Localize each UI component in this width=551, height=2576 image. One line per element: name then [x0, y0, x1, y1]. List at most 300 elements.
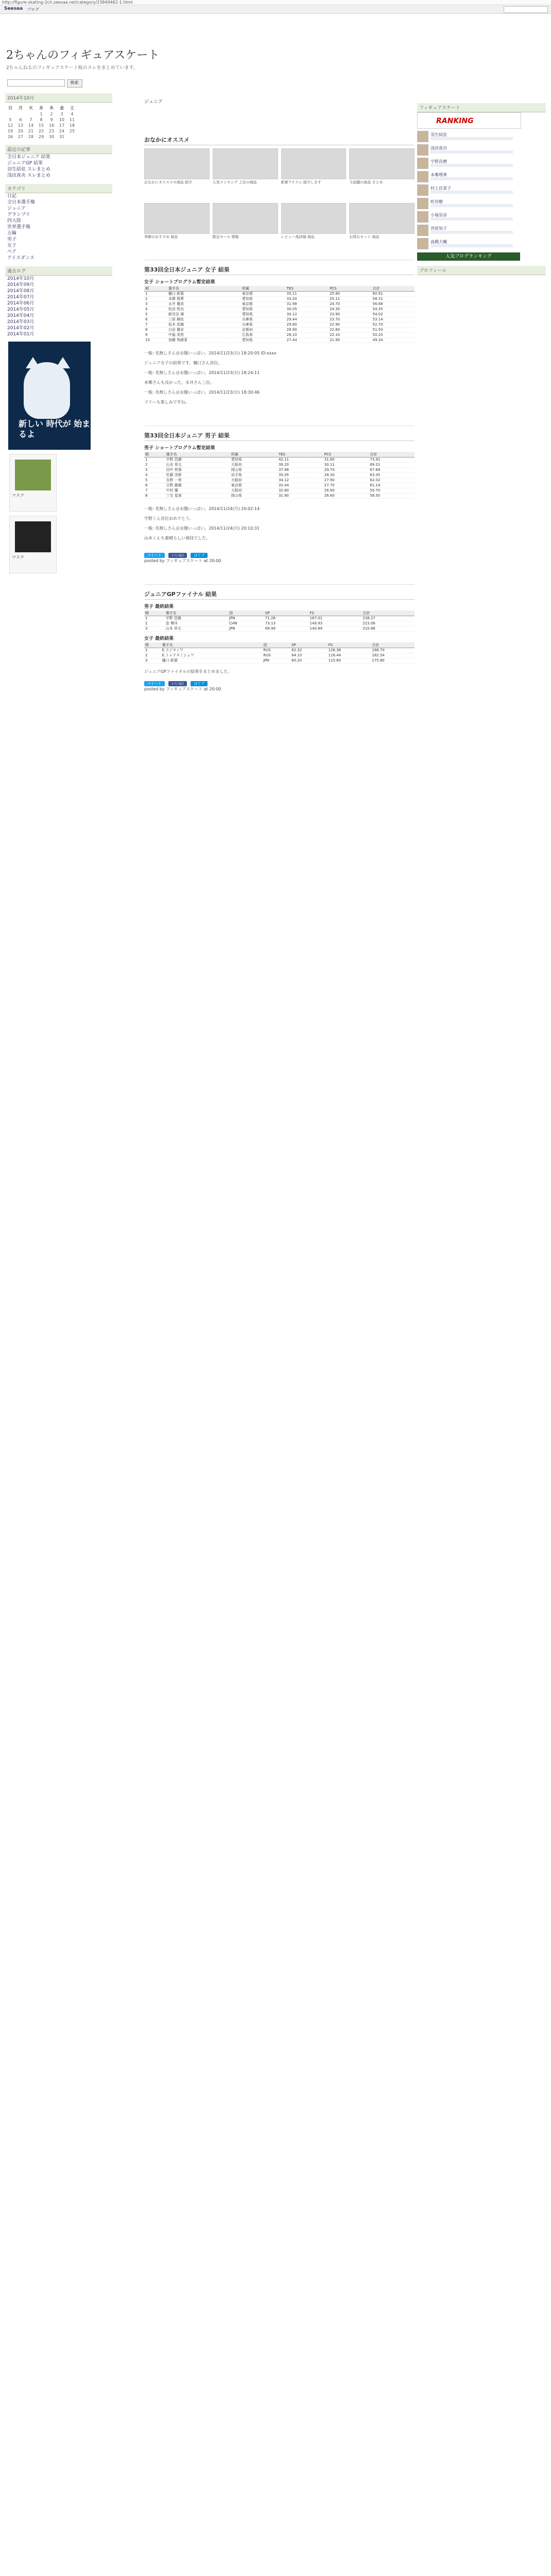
osusume-item[interactable] — [213, 203, 278, 255]
calendar-day[interactable]: 10 — [59, 117, 65, 122]
ranking-item[interactable] — [417, 158, 546, 169]
like-button[interactable]: いいね! — [168, 553, 187, 558]
table-cell: 8 — [144, 328, 167, 333]
osusume-item[interactable] — [281, 203, 347, 255]
category-link[interactable]: グランプリ — [7, 212, 30, 217]
table-cell: 49.34 — [372, 338, 415, 343]
table-cell: 新田谷 凜 — [167, 312, 241, 317]
table-row — [144, 488, 415, 494]
post-2 — [144, 431, 415, 564]
table-header: 国 — [262, 642, 290, 648]
tweet-button[interactable]: ツイート — [144, 681, 165, 686]
table-cell: 三宅 星南 — [165, 494, 230, 499]
table-cell: 7 — [144, 488, 165, 494]
post-paragraph: フリーも楽しみですね。 — [144, 400, 190, 404]
table-cell: 24.70 — [329, 302, 371, 307]
category-link[interactable]: 四大陸 — [7, 218, 22, 224]
osusume-caption: 人気ランキング 上位の商品 — [212, 180, 257, 184]
table-cell: 宇野 昌磨 — [165, 616, 228, 621]
calendar-day[interactable]: 14 — [28, 123, 34, 128]
calendar-day[interactable]: 29 — [38, 134, 44, 139]
table-row — [144, 463, 415, 468]
calendar-title: 2014年10月 — [5, 93, 112, 103]
top-links[interactable]: ブログ — [27, 7, 39, 12]
table-cell: 28.90 — [286, 328, 329, 333]
osusume-item[interactable] — [144, 148, 210, 200]
table-cell: 59.70 — [369, 488, 415, 494]
ranking-label: 村上佳菜子 — [431, 186, 451, 191]
table-row — [144, 473, 415, 478]
ranking-item[interactable] — [417, 131, 546, 142]
table-header: PCS — [323, 452, 369, 457]
ranking-label: 小塚崇彦 — [431, 213, 447, 217]
calendar-day[interactable]: 27 — [18, 134, 24, 139]
table-row — [144, 297, 415, 302]
hatena-button[interactable]: はてブ — [191, 553, 208, 558]
ranking-item[interactable] — [417, 211, 546, 223]
table-cell: JPN — [228, 616, 264, 621]
table-row — [144, 478, 415, 483]
table-row — [144, 317, 415, 323]
url-text: http://figure-skating-2ch.seesaa.net/category/23849462-1.html — [2, 0, 133, 5]
table-cell: 山本 草太 — [165, 626, 228, 632]
ranking-label: 宮原知子 — [431, 226, 447, 231]
table-row — [144, 483, 415, 488]
table-header: SP — [264, 611, 309, 616]
table-cell: JPN — [228, 626, 264, 632]
table-header: 合計 — [371, 642, 415, 648]
table-cell: E.ラジオノワ — [161, 648, 263, 653]
archive-link[interactable]: 2014年09月 — [7, 282, 35, 287]
table-header: SP — [290, 642, 327, 648]
hatena-button[interactable]: はてブ — [191, 681, 208, 686]
table-row — [144, 328, 415, 333]
tweet-button[interactable]: ツイート — [144, 553, 165, 558]
category-link[interactable]: 五輪 — [7, 231, 17, 236]
table-cell: 加藤 利緒菜 — [167, 338, 241, 343]
osusume-item[interactable] — [213, 148, 278, 200]
ranking-thumbnail — [417, 225, 428, 236]
sidebar-product-2[interactable] — [9, 516, 57, 573]
archive-head: 過去ログ — [5, 266, 112, 276]
table-header: 選手名 — [161, 642, 263, 648]
table-cell: 東京都 — [230, 483, 278, 488]
table-row — [144, 312, 415, 317]
sidebar-search-input[interactable] — [7, 79, 65, 87]
table-cell: 岡山県 — [230, 494, 278, 499]
ranking-bar — [431, 244, 513, 247]
archive-link[interactable]: 2014年10月 — [7, 276, 35, 281]
table-cell: 佐藤 洸彬 — [165, 473, 230, 478]
archive-link[interactable]: 2014年07月 — [7, 295, 35, 300]
table-cell: CHN — [228, 621, 264, 626]
osusume-box — [144, 135, 415, 255]
post-title[interactable]: 第33回全日本ジュニア 女子 結果 — [144, 265, 415, 275]
calendar-day[interactable]: 12 — [7, 123, 13, 128]
table-cell: 1 — [144, 616, 165, 621]
category-link[interactable]: 日記 — [7, 194, 17, 199]
table-cell: 61.14 — [369, 483, 415, 488]
calendar-day[interactable]: 1 — [40, 112, 43, 116]
table-cell: 69.99 — [264, 626, 309, 632]
table-row — [144, 621, 415, 626]
osusume-thumbnail — [281, 148, 347, 179]
ranking-button[interactable]: 人気ブログランキング — [417, 252, 520, 261]
table-cell: E.トゥクタミシェワ — [161, 653, 263, 658]
table-cell: 28.30 — [323, 473, 369, 478]
table-cell: 宇野 昌磨 — [165, 457, 230, 463]
like-button[interactable]: いいね! — [168, 681, 187, 686]
post-title[interactable]: ジュニアGPファイナル 結果 — [144, 590, 415, 600]
table-cell: 東京都 — [241, 302, 286, 307]
table-cell: 大阪府 — [230, 478, 278, 483]
profile-head: プロフィール — [417, 266, 546, 275]
table-cell: 21.90 — [329, 338, 371, 343]
ranking-thumbnail — [417, 184, 428, 196]
ranking-item[interactable] — [417, 144, 546, 156]
calendar-day[interactable]: 23 — [48, 129, 55, 133]
ranking-label: 宇野昌磨 — [431, 159, 447, 164]
table-cell: JPN — [262, 658, 290, 664]
table-cell: 69.31 — [369, 463, 415, 468]
table-cell: 山本 草太 — [165, 463, 230, 468]
table-header: 合計 — [361, 611, 415, 616]
category-link[interactable]: ジュニア — [7, 206, 26, 211]
calendar-day[interactable]: 20 — [18, 129, 24, 133]
osusume-thumbnail — [281, 203, 347, 234]
calendar-day[interactable]: 31 — [59, 134, 65, 139]
table-header: 国 — [228, 611, 264, 616]
osusume-grid — [144, 148, 415, 255]
results-table — [144, 452, 415, 499]
product-image — [15, 521, 51, 552]
recent-post-link[interactable]: ジュニアGP 結果 — [7, 161, 43, 166]
osusume-thumbnail — [349, 203, 415, 234]
table-cell: 62.32 — [290, 648, 327, 653]
calendar — [5, 105, 77, 140]
table-header: 合計 — [372, 286, 415, 292]
table-header: 合計 — [369, 452, 415, 457]
ranking-item[interactable] — [417, 225, 546, 236]
table-row — [144, 653, 415, 658]
cat-mascot-image — [24, 362, 70, 419]
archive-link[interactable]: 2014年06月 — [7, 301, 35, 306]
table-cell: 30.05 — [286, 307, 329, 312]
seesaa-logo[interactable]: Seesaa — [4, 6, 23, 11]
site-description: 2ちゃんねるのフィギュアスケート板のスレをまとめています。 — [6, 65, 138, 71]
calendar-day[interactable]: 8 — [40, 117, 43, 122]
table-row — [144, 457, 415, 463]
table-cell: 3 — [144, 302, 167, 307]
calendar-day[interactable]: 5 — [9, 117, 12, 122]
table-cell: 56.68 — [372, 302, 415, 307]
table-cell: 182.54 — [371, 653, 415, 658]
calendar-day — [26, 111, 36, 117]
sidebar-product-1[interactable] — [9, 454, 57, 512]
table-cell: 60.91 — [372, 292, 415, 297]
category-link[interactable]: ペア — [7, 249, 17, 255]
calendar-day[interactable]: 13 — [18, 123, 24, 128]
ranking-item[interactable] — [417, 184, 546, 196]
table-header: 順 — [144, 642, 161, 648]
ranking-thumbnail — [417, 144, 428, 156]
archive-link[interactable]: 2014年03月 — [7, 319, 35, 325]
table-cell: 東京都 — [241, 292, 286, 297]
calendar-day[interactable]: 24 — [59, 129, 65, 133]
table-cell: 4 — [144, 307, 167, 312]
table-cell: 60.20 — [290, 658, 327, 664]
table-cell: 32.80 — [278, 488, 323, 494]
table-cell: 23.90 — [329, 312, 371, 317]
calendar-weekday: 火 — [29, 106, 33, 110]
calendar-day[interactable]: 19 — [7, 129, 13, 133]
osusume-caption: 新着アイテム 紹介します — [281, 180, 321, 184]
ranking-label: 高橋大輔 — [431, 240, 447, 244]
ranking-bar — [431, 164, 513, 167]
recent-post-link[interactable]: 全日本ジュニア 結果 — [7, 155, 50, 160]
table-cell: 愛知県 — [230, 457, 278, 463]
calendar-weekday: 金 — [60, 106, 64, 110]
table-header: 所属 — [241, 286, 286, 292]
osusume-thumbnail — [213, 148, 278, 179]
ad-text: 新しい 時代が 始まるよ — [19, 419, 91, 439]
table-cell: 5 — [144, 312, 167, 317]
table-cell: 金 博洋 — [165, 621, 228, 626]
table-cell: 29.70 — [323, 468, 369, 473]
osusume-item[interactable] — [281, 148, 347, 200]
osusume-title: おなかにオススメ — [144, 135, 415, 145]
calendar-weekday: 水 — [39, 106, 43, 110]
table-cell: 樋口 新葉 — [167, 292, 241, 297]
osusume-caption: お得なセット 商品 — [349, 235, 380, 239]
ranking-item[interactable] — [417, 198, 546, 209]
ranking-label: 浅田真央 — [431, 146, 447, 150]
table-cell: 25.11 — [329, 297, 371, 302]
seesaa-top-bar — [0, 5, 551, 14]
table-cell: 友野 一希 — [165, 478, 230, 483]
osusume-item[interactable] — [349, 203, 415, 255]
calendar-day[interactable]: 9 — [50, 117, 53, 122]
ranking-item[interactable] — [417, 238, 546, 249]
archive-link[interactable]: 2014年04月 — [7, 313, 35, 318]
table-cell: 6 — [144, 483, 165, 488]
post-paragraph: 一般: 名無しさん＠お腹いっぱい。2014/11/24(月) 20:02:14 — [144, 506, 260, 511]
calendar-day[interactable]: 6 — [19, 117, 22, 122]
ranking-thumbnail — [417, 158, 428, 169]
table-header: 選手名 — [165, 611, 228, 616]
posted-by: posted by フィギュアスケート at 20:00 — [144, 558, 221, 563]
sidebar-ad-banner[interactable] — [8, 342, 91, 450]
table-cell: 22.60 — [329, 328, 371, 333]
table-cell: 岩手県 — [230, 473, 278, 478]
table-cell: 58.50 — [369, 494, 415, 499]
site-title[interactable]: 2ちゃんのフィギュアスケート — [6, 49, 160, 62]
top-search-input[interactable] — [504, 6, 548, 13]
osusume-caption: 今話題の商品 まとめ — [349, 180, 383, 184]
calendar-day[interactable]: 26 — [7, 134, 13, 139]
table-row — [144, 307, 415, 312]
category-link[interactable]: 全日本選手権 — [7, 200, 36, 205]
table-row — [144, 323, 415, 328]
section-title: 男子 ショートプログラム暫定結果 — [144, 446, 215, 451]
table-cell: 67.68 — [369, 468, 415, 473]
table-row — [144, 616, 415, 621]
table-cell: 25.80 — [329, 292, 371, 297]
ranking-list — [417, 131, 546, 249]
table-cell: 29.44 — [286, 317, 329, 323]
posted-by: posted by フィギュアスケート at 20:00 — [144, 687, 221, 691]
table-header: 順 — [144, 611, 165, 616]
calendar-day[interactable]: 17 — [59, 123, 65, 128]
table-cell: 10 — [144, 338, 167, 343]
table-cell: 140.89 — [309, 626, 362, 632]
ranking-label: 本郷理華 — [431, 173, 447, 177]
calendar-day — [67, 134, 77, 140]
table-cell: 35.05 — [278, 473, 323, 478]
table-cell: 3 — [144, 658, 161, 664]
ranking-label: 町田樹 — [431, 199, 443, 204]
table-cell: 50.20 — [372, 333, 415, 338]
osusume-item[interactable] — [349, 148, 415, 200]
table-cell: 1 — [144, 457, 165, 463]
table-cell: 223.06 — [361, 621, 415, 626]
ranking-bar — [431, 204, 513, 207]
calendar-day[interactable]: 16 — [48, 123, 55, 128]
category-link[interactable]: 男子 — [7, 237, 17, 242]
recent-post-link[interactable]: 羽生結弦 スレまとめ — [7, 167, 50, 172]
table-cell: 1 — [144, 648, 161, 653]
calendar-day[interactable]: 7 — [29, 117, 32, 122]
ranking-bar — [431, 217, 513, 221]
table-cell: 27.90 — [323, 478, 369, 483]
table-cell: 白岩 優奈 — [167, 328, 241, 333]
calendar-day[interactable]: 30 — [48, 134, 55, 139]
ranking-bar — [431, 191, 513, 194]
ranking-label: 羽生結弦 — [431, 132, 447, 137]
ranking-thumbnail — [417, 238, 428, 249]
post-3 — [144, 590, 415, 692]
table-cell: 64.10 — [290, 653, 327, 658]
table-header: FS — [309, 611, 362, 616]
calendar-day[interactable]: 4 — [71, 112, 74, 116]
table-row — [144, 658, 415, 664]
table-cell: 31.90 — [278, 494, 323, 499]
table-cell: 兵庫県 — [241, 317, 286, 323]
post-paragraph: 宇野くん首位おめでとう。 — [144, 516, 194, 521]
category-breadcrumb[interactable]: ジュニア — [144, 99, 163, 105]
category-link[interactable]: 女子 — [7, 243, 17, 248]
table-cell: 3 — [144, 468, 165, 473]
table-cell: 62.02 — [369, 478, 415, 483]
sidebar-search-button[interactable]: 検索 — [67, 79, 82, 88]
table-row — [144, 302, 415, 307]
table-cell: 53.14 — [372, 317, 415, 323]
table-cell: 30.11 — [323, 463, 369, 468]
archive-link[interactable]: 2014年02月 — [7, 326, 35, 331]
table-header: TES — [278, 452, 323, 457]
archive-link[interactable]: 2014年01月 — [7, 332, 35, 337]
post-title[interactable]: 第33回全日本ジュニア 男子 結果 — [144, 431, 415, 441]
ranking-banner[interactable] — [417, 112, 521, 129]
calendar-day[interactable]: 25 — [69, 129, 75, 133]
table-cell: 238.27 — [361, 616, 415, 621]
ranking-head: フィギュアスケート — [417, 103, 546, 112]
table-cell: 29.80 — [286, 323, 329, 328]
calendar-day[interactable]: 3 — [60, 112, 63, 116]
ranking-thumbnail — [417, 131, 428, 142]
table-row — [144, 338, 415, 343]
calendar-day[interactable]: 11 — [69, 117, 75, 122]
ranking-thumbnail — [417, 198, 428, 209]
calendar-day[interactable]: 15 — [38, 123, 44, 128]
post-paragraph: 一般: 名無しさん＠お腹いっぱい。2014/11/24(月) 20:10:31 — [144, 526, 260, 531]
post-paragraph: ジュニア女子の結果です。樋口さん首位。 — [144, 361, 222, 365]
calendar-day[interactable]: 2 — [50, 112, 53, 116]
table-cell: 愛知県 — [241, 338, 286, 343]
calendar-day[interactable]: 21 — [28, 129, 34, 133]
table-header: 所属 — [230, 452, 278, 457]
archive-link[interactable]: 2014年05月 — [7, 307, 35, 312]
post-paragraph: 一般: 名無しさん＠お腹いっぱい。2014/11/23(日) 18:20:05 ID:xxxx — [144, 351, 277, 355]
calendar-day[interactable]: 22 — [38, 129, 44, 133]
table-header: FS — [328, 642, 371, 648]
browser-url-bar[interactable] — [0, 0, 551, 5]
table-header: 順 — [144, 286, 167, 292]
category-link[interactable]: 世界選手権 — [7, 225, 31, 230]
category-link[interactable]: アイスダンス — [7, 256, 35, 261]
product-image — [15, 460, 51, 490]
table-title: 男子 最終結果 — [144, 604, 174, 609]
recent-posts-list — [5, 154, 112, 179]
table-cell: 33.44 — [278, 483, 323, 488]
archive-link[interactable]: 2014年08月 — [7, 289, 35, 294]
table-cell: 210.88 — [361, 626, 415, 632]
table-row — [144, 468, 415, 473]
table-row — [144, 626, 415, 632]
table-cell: 52.70 — [372, 323, 415, 328]
table-cell: 京都府 — [241, 328, 286, 333]
recent-post-link[interactable]: 浅田真央 スレまとめ — [7, 173, 50, 178]
table-header: PCS — [329, 286, 371, 292]
results-table — [144, 642, 415, 664]
table-row — [144, 333, 415, 338]
calendar-day[interactable]: 18 — [69, 123, 75, 128]
calendar-day[interactable]: 28 — [28, 134, 34, 139]
post-paragraph: 山本くんも素晴らしい演技でした。 — [144, 536, 210, 540]
table-cell: 22.10 — [329, 333, 371, 338]
table-cell: 日野 龍樹 — [165, 483, 230, 488]
table-cell: 27.70 — [323, 483, 369, 488]
table-cell: 3 — [144, 626, 165, 632]
table-cell: 松田 悠良 — [167, 307, 241, 312]
table-cell: 7 — [144, 323, 167, 328]
right-sidebar — [417, 98, 546, 275]
table-cell: 8 — [144, 494, 165, 499]
product-label: マスク — [12, 493, 24, 498]
ranking-item[interactable] — [417, 171, 546, 182]
table-cell: 27.44 — [286, 338, 329, 343]
osusume-item[interactable] — [144, 203, 210, 255]
post-paragraph: 本郷さんも良かった。永井さん三位。 — [144, 380, 214, 385]
osusume-caption: おなかにオススメの商品 紹介 — [144, 180, 193, 184]
category-head: カテゴリ — [5, 184, 112, 193]
table-cell: 22.90 — [329, 323, 371, 328]
table-cell: 9 — [144, 333, 167, 338]
ranking-thumbnail — [417, 171, 428, 182]
table-cell: 73.91 — [369, 457, 415, 463]
table-cell: 167.01 — [309, 616, 362, 621]
table-cell: 30.12 — [286, 312, 329, 317]
